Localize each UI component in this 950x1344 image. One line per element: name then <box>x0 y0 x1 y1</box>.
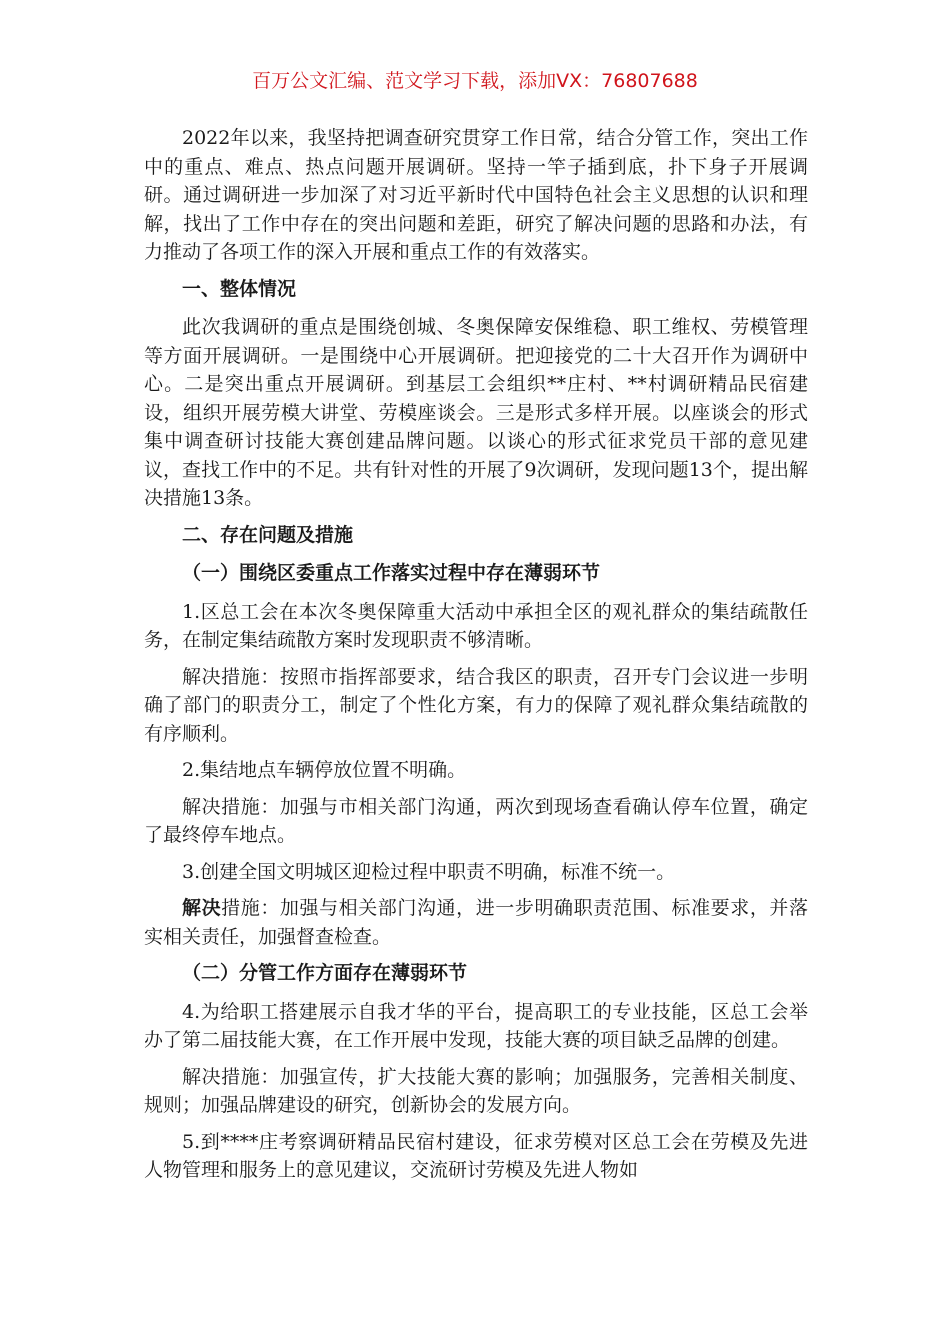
problem-item-1: 1.区总工会在本次冬奥保障重大活动中承担全区的观礼群众的集结疏散任务，在制定集结疏散方案时发现职责不够清晰。 <box>144 600 808 651</box>
download-banner: 百万公文汇编、范文学习下载，添加VX：76807688 <box>252 70 698 92</box>
section-heading-overall: 一、整体情况 <box>182 277 297 300</box>
solution-item-4: 解决措施：加强宣传，扩大技能大赛的影响；加强服务，完善相关制度、规则；加强品牌建设的研究，创新协会的发展方向。 <box>144 1065 808 1116</box>
solution-item-3 <box>144 894 808 951</box>
subsection-heading-2: （二）分管工作方面存在薄弱环节 <box>182 962 468 984</box>
overall-paragraph: 此次我调研的重点是围绕创城、冬奥保障安保维稳、职工维权、劳模管理等方面开展调研。一是围绕中心开展调研。把迎接党的二十大召开作为调研中心。二是突出重点开展调研。到基层工会组织**庄村、**村调研精品民宿建设，组织开展劳模大讲堂、劳模座谈会。三是形式多样开展。以座谈会的形式集中调查研讨技能大赛创建品牌问题。以谈心的形式征求党员干部的意见建议，查找工作中的不足。共有针对性的开展了9次调研，发现问题13个，提出解决措施13条。 <box>144 316 808 509</box>
section-heading-problems: 二、存在问题及措施 <box>182 523 354 546</box>
solution-item-3-rest: 措施：加强与相关部门沟通，进一步明确职责范围、标准要求，并落实相关责任，加强督查检查。 <box>144 897 808 948</box>
solution-item-3-lead: 解决 <box>182 897 222 919</box>
problem-item-3: 3.创建全国文明城区迎检过程中职责不明确，标准不统一。 <box>182 860 676 883</box>
problem-item-2: 2.集结地点车辆停放位置不明确。 <box>182 759 467 781</box>
subsection-heading-1: （一）围绕区委重点工作落实过程中存在薄弱环节 <box>182 562 601 584</box>
problem-item-4: 4.为给职工搭建展示自我才华的平台，提高职工的专业技能，区总工会举办了第二届技能大赛，在工作开展中发现，技能大赛的项目缺乏品牌的创建。 <box>144 1000 808 1051</box>
problem-item-5: 5.到****庄考察调研精品民宿村建设，征求劳模对区总工会在劳模及先进人物管理和服务上的意见建议，交流研讨劳模及先进人物如 <box>144 1130 808 1181</box>
solution-item-2: 解决措施：加强与市相关部门沟通，两次到现场查看确认停车位置，确定了最终停车地点。 <box>144 795 808 846</box>
solution-item-1: 解决措施：按照市指挥部要求，结合我区的职责，召开专门会议进一步明确了部门的职责分工，制定了个性化方案，有力的保障了观礼群众集结疏散的有序顺利。 <box>144 665 808 745</box>
intro-paragraph: 2022年以来，我坚持把调查研究贯穿工作日常，结合分管工作，突出工作中的重点、难点、热点问题开展调研。坚持一竿子插到底，扑下身子开展调研。通过调研进一步加深了对习近平新时代中国特色社会主义思想的认识和理解，找出了工作中存在的突出问题和差距，研究了解决问题的思路和办法，有力推动了各项工作的深入开展和重点工作的有效落实。 <box>144 127 808 263</box>
document-body <box>144 124 808 1193</box>
